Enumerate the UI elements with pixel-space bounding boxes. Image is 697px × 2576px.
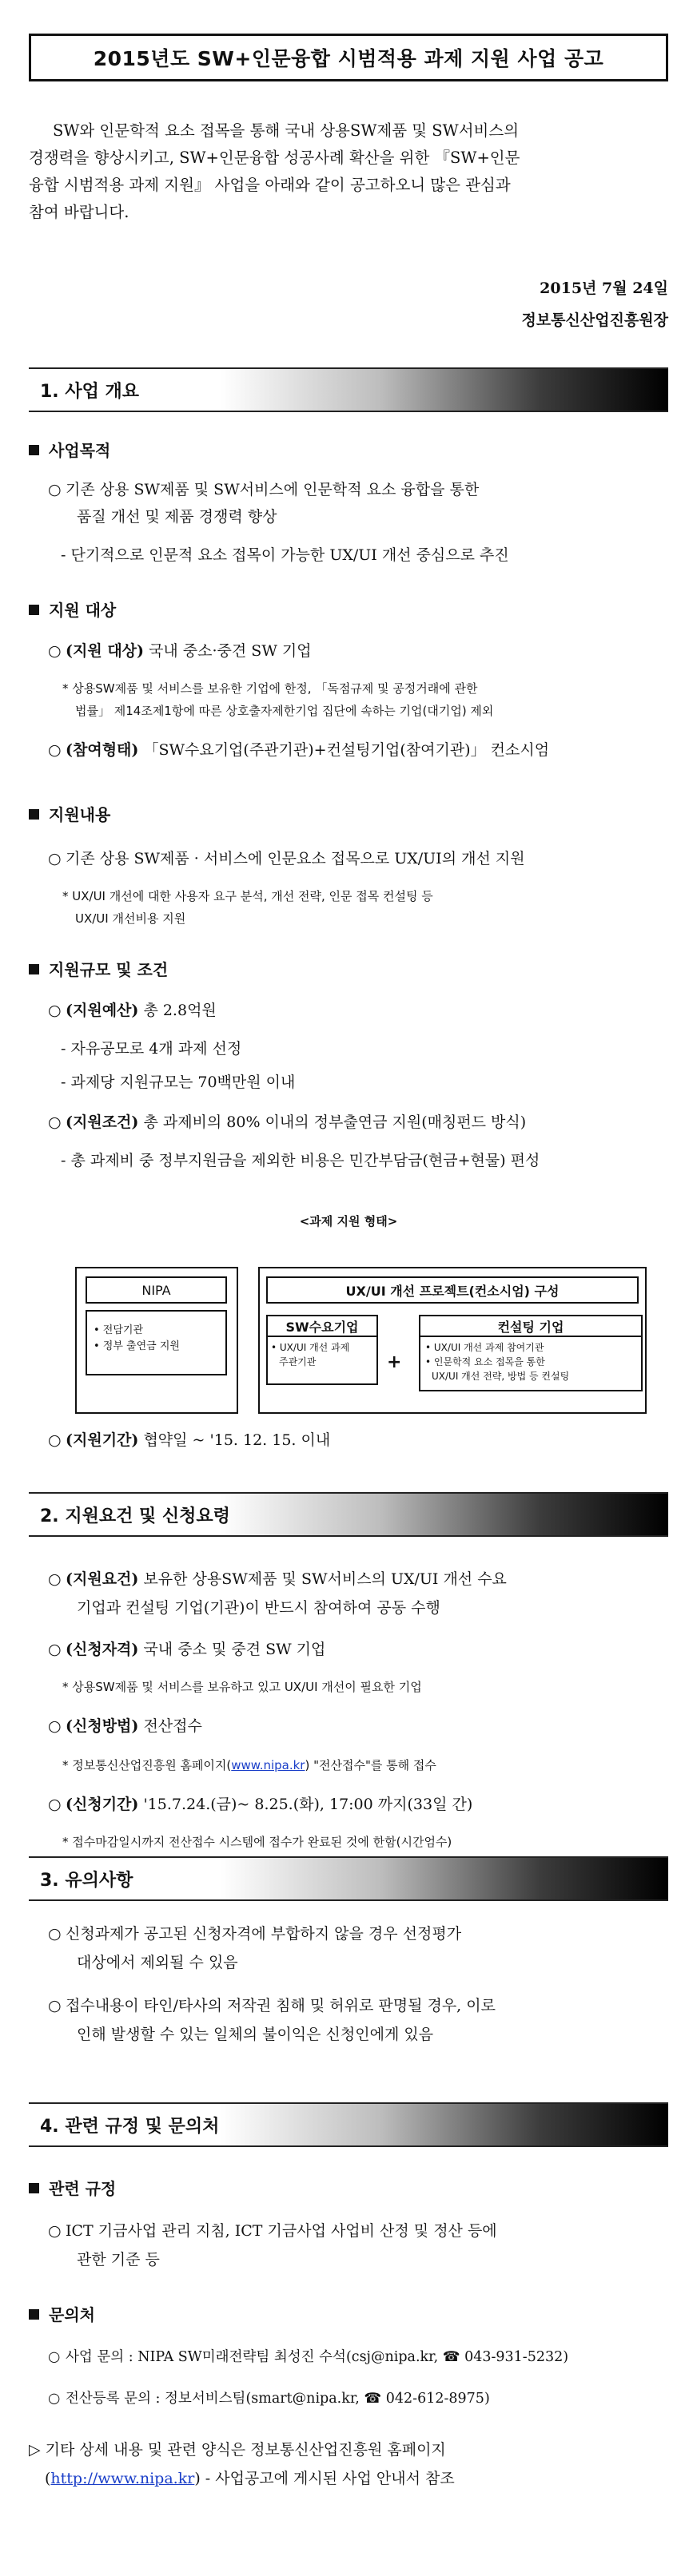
consulting-line-2: • 인문학적 요소 접목을 통한 (425, 1356, 545, 1367)
period-item: ○ (지원기간) 협약일 ~ '15. 12. 15. 이내 (48, 1431, 331, 1449)
plus-sign: + (387, 1352, 402, 1372)
requirement-cont: 기업과 컨설팅 기업(기관)이 반드시 참여하여 공동 수행 (77, 1599, 440, 1617)
sw-demand-line-2: 주관기관 (279, 1356, 317, 1367)
nipa-box-header: NIPA (86, 1276, 227, 1304)
qualification-item: ○ (신청자격) 국내 중소 및 중견 SW 기업 (48, 1641, 326, 1658)
purpose-item-2: - 단기적으로 인문적 요소 접목이 가능한 UX/UI 개선 중심으로 추진 (61, 546, 509, 564)
form-item: ○ (참여형태) 「SW수요기업(주관기관)+컨설팅기업(참여기관)」 컨소시엄 (48, 741, 550, 759)
page-title: 2015년도 SW+인문융합 시범적용 과제 지원 사업 공고 (29, 34, 668, 81)
square-bullet-icon (29, 964, 39, 974)
target-item: ○ (지원 대상) 국내 중소·중견 SW 기업 (48, 642, 312, 660)
budget-line-2: - 과제당 지원규모는 70백만원 이내 (61, 1074, 296, 1091)
rules-item: ○ ICT 기금사업 관리 지침, ICT 기금사업 사업비 산정 및 정산 등에 (48, 2222, 497, 2240)
notice-item-2-cont: 인해 발생할 수 있는 일체의 불이익은 신청인에게 있음 (77, 2026, 434, 2043)
square-bullet-icon (29, 445, 39, 455)
rules-title: 관련 규정 (29, 2176, 116, 2199)
notice-item-1: ○ 신청과제가 공고된 신청자격에 부합하지 않을 경우 선정평가 (48, 1925, 462, 1943)
notice-item-1-cont: 대상에서 제외될 수 있음 (77, 1954, 238, 1971)
square-bullet-icon (29, 2183, 39, 2193)
intro-line-4: 참여 바랍니다. (29, 203, 129, 221)
footer-line-1: ▷ 기타 상세 내용 및 관련 양식은 정보통신산업진흥원 홈페이지 (29, 2441, 446, 2459)
content-note-2: UX/UI 개선비용 지원 (75, 911, 186, 926)
method-item: ○ (신청방법) 전산접수 (48, 1717, 202, 1735)
nipa-line-1: • 전담기관 (94, 1324, 144, 1336)
section-2-heading: 2. 지원요건 및 신청요령 (29, 1492, 668, 1537)
budget-line-1: - 자유공모로 4개 과제 선정 (61, 1040, 242, 1058)
intro-line-3: 융합 시범적용 과제 지원』 사업을 아래와 같이 공고하오니 많은 관심과 (29, 176, 511, 194)
nipa-website-link[interactable]: http://www.nipa.kr (50, 2470, 195, 2487)
contact-item-1: ○ 사업 문의 : NIPA SW미래전략팀 최성진 수석(csj@nipa.kr, ☎ 043-931-5232) (48, 2349, 569, 2365)
nipa-line-2: • 정부 출연금 지원 (94, 1340, 180, 1352)
sw-demand-line-1: • UX/UI 개선 과제 (271, 1342, 350, 1353)
condition-line-1: - 총 과제비 중 정부지원금을 제외한 비용은 민간부담금(현금+현물) 편성 (61, 1152, 540, 1169)
nipa-home-link[interactable]: www.nipa.kr (231, 1758, 305, 1772)
requirement-item: ○ (지원요건) 보유한 상용SW제품 및 SW서비스의 UX/UI 개선 수요 (48, 1570, 507, 1588)
diagram-title: <과제 지원 형태> (299, 1214, 398, 1228)
purpose-item-1-cont: 품질 개선 및 제품 경쟁력 향상 (77, 508, 277, 526)
contact-title: 문의처 (29, 2302, 95, 2325)
issuer: 정보통신산업진흥원장 (521, 312, 668, 329)
sw-demand-header: SW수요기업 (268, 1316, 376, 1337)
footer-line-2: (http://www.nipa.kr) - 사업공고에 게시된 사업 안내서 참조 (45, 2470, 455, 2487)
purpose-item-1: ○ 기존 상용 SW제품 및 SW서비스에 인문학적 요소 융합을 통한 (48, 481, 480, 498)
consulting-box (419, 1315, 643, 1391)
target-note-2: 법률」 제14조제1항에 따른 상호출자제한기업 집단에 속하는 기업(대기업) 제외 (75, 704, 494, 718)
consulting-line-3: UX/UI 개선 전략, 방법 등 컨설팅 (432, 1371, 570, 1382)
content-title: 지원내용 (29, 802, 110, 825)
content-item: ○ 기존 상용 SW제품 · 서비스에 인문요소 접목으로 UX/UI의 개선 지원 (48, 850, 525, 867)
announce-date: 2015년 7월 24일 (540, 280, 668, 297)
square-bullet-icon (29, 605, 39, 615)
content-note-1: * UX/UI 개선에 대한 사용자 요구 분석, 개선 전략, 인문 접목 컨설팅 등 (62, 889, 433, 903)
target-title: 지원 대상 (29, 597, 116, 621)
condition-item: ○ (지원조건) 총 과제비의 80% 이내의 정부출연금 지원(매칭펀드 방식) (48, 1113, 527, 1131)
section-4-heading: 4. 관련 규정 및 문의처 (29, 2102, 668, 2147)
intro-line-1: SW와 인문학적 요소 접목을 통해 국내 상용SW제품 및 SW서비스의 (53, 121, 520, 140)
project-box-header: UX/UI 개선 프로젝트(컨소시엄) 구성 (266, 1276, 639, 1304)
consulting-line-1: • UX/UI 개선 과제 참여기관 (425, 1342, 544, 1353)
contact-item-2: ○ 전산등록 문의 : 정보서비스팀(smart@nipa.kr, ☎ 042-612-8975) (48, 2391, 490, 2407)
target-note-1: * 상용SW제품 및 서비스를 보유한 기업에 한정, 「독점규제 및 공정거래에 관한 (62, 681, 478, 696)
application-period-note: * 접수마감일시까지 전산접수 시스템에 접수가 완료된 것에 한함(시간엄수) (62, 1835, 452, 1849)
qualification-note: * 상용SW제품 및 서비스를 보유하고 있고 UX/UI 개선이 필요한 기업 (62, 1680, 422, 1694)
section-3-heading: 3. 유의사항 (29, 1856, 668, 1901)
rules-item-cont: 관한 기준 등 (77, 2251, 160, 2268)
budget-item: ○ (지원예산) 총 2.8억원 (48, 1002, 217, 1019)
scale-title: 지원규모 및 조건 (29, 957, 168, 980)
nipa-box-body (86, 1310, 227, 1375)
section-1-heading: 1. 사업 개요 (29, 367, 668, 412)
method-note: * 정보통신산업진흥원 홈페이지(www.nipa.kr) "전산접수"를 통해 접수 (62, 1758, 436, 1772)
intro-line-2: 경쟁력을 향상시키고, SW+인문융합 성공사례 확산을 위한 『SW+인문 (29, 149, 520, 167)
sw-demand-box (266, 1315, 378, 1385)
consulting-header: 컨설팅 기업 (420, 1316, 641, 1337)
notice-item-2: ○ 접수내용이 타인/타사의 저작권 침해 및 허위로 판명될 경우, 이로 (48, 1997, 496, 2014)
purpose-title: 사업목적 (29, 438, 110, 461)
application-period-item: ○ (신청기간) '15.7.24.(금)~ 8.25.(화), 17:00 까지(33일 간) (48, 1796, 473, 1813)
square-bullet-icon (29, 2309, 39, 2320)
square-bullet-icon (29, 809, 39, 820)
